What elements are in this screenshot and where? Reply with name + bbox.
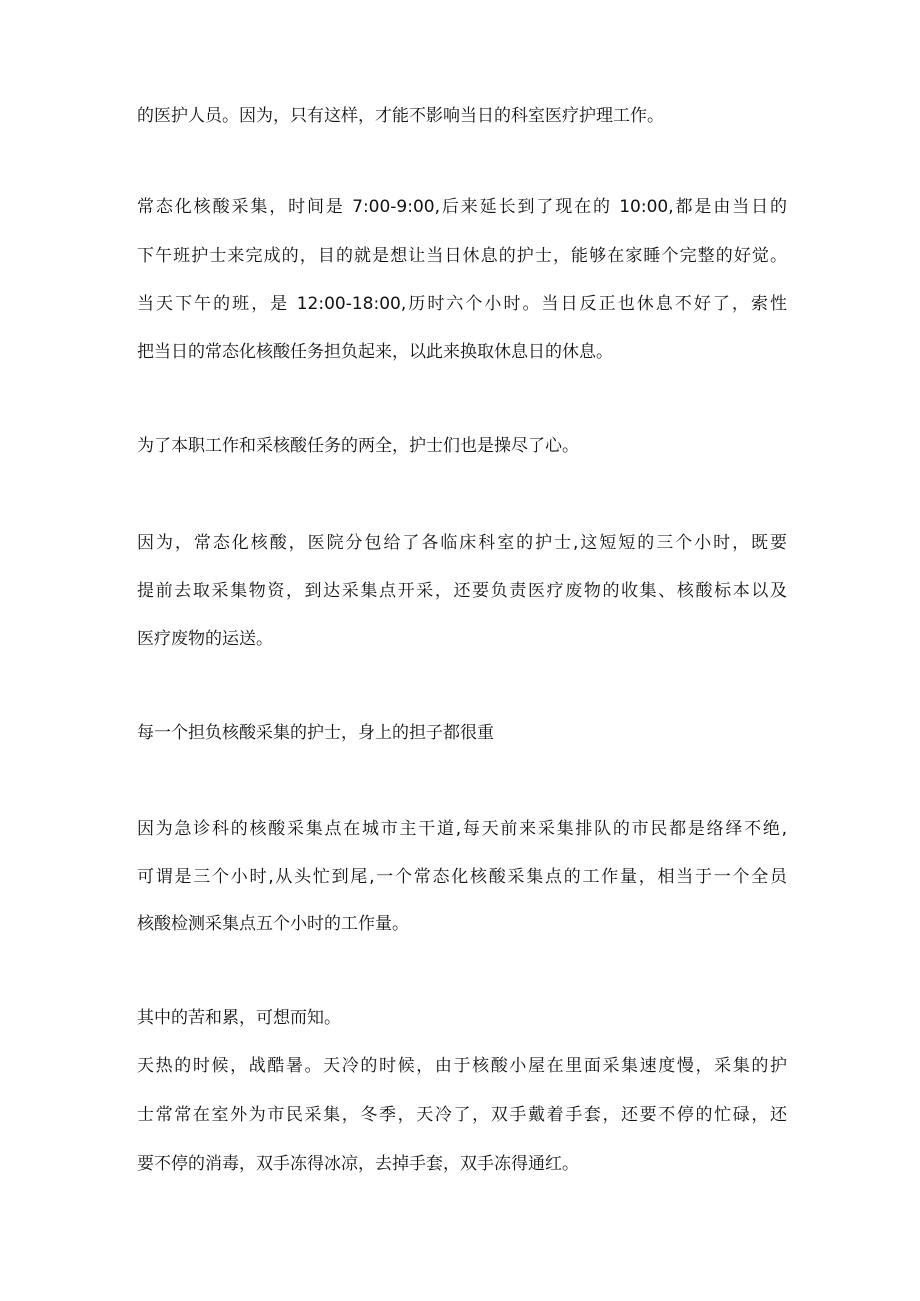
text-line: 核酸检测采集点五个小时的工作量。: [137, 914, 409, 934]
text-line: 因为急诊科的核酸采集点在城市主干道,每天前来采集排队的市民都是络绎不绝,: [137, 819, 787, 839]
text-line: 提前去取采集物资，到达采集点开采，还要负责医疗废物的收集、核酸标本以及: [137, 581, 787, 601]
text-line: 因为，常态化核酸，医院分包给了各临床科室的护士,这短短的三个小时，既要: [137, 533, 787, 553]
text-line: 下午班护士来完成的，目的就是想让当日休息的护士，能够在家睡个完整的好觉。: [137, 246, 787, 266]
text-line: 每一个担负核酸采集的护士，身上的担子都很重: [137, 723, 494, 743]
text-line: 天热的时候，战酷暑。天冷的时候，由于核酸小屋在里面采集速度慢，采集的护: [137, 1056, 787, 1076]
text-line: 其中的苦和累，可想而知。: [137, 1008, 341, 1028]
text-line: 常态化核酸采集，时间是 7:00-9:00,后来延长到了现在的 10:00,都是由当日的: [137, 197, 787, 217]
text-line: 当天下午的班，是 12:00-18:00,历时六个小时。当日反正也休息不好了，索性: [137, 294, 787, 314]
text-line: 把当日的常态化核酸任务担负起来，以此来换取休息日的休息。: [137, 342, 613, 362]
text-line: 为了本职工作和采核酸任务的两全，护士们也是操尽了心。: [137, 436, 579, 456]
text-line: 医疗废物的运送。: [137, 629, 273, 649]
text-line: 的医护人员。因为，只有这样，才能不影响当日的科室医疗护理工作。: [137, 106, 664, 126]
text-line: 可谓是三个小时,从头忙到尾,一个常态化核酸采集点的工作量，相当于一个全员: [137, 867, 787, 887]
text-line: 士常常在室外为市民采集，冬季，天冷了，双手戴着手套，还要不停的忙碌，还: [137, 1105, 787, 1125]
text-line: 要不停的消毒，双手冻得冰凉，去掉手套，双手冻得通红。: [137, 1154, 579, 1174]
